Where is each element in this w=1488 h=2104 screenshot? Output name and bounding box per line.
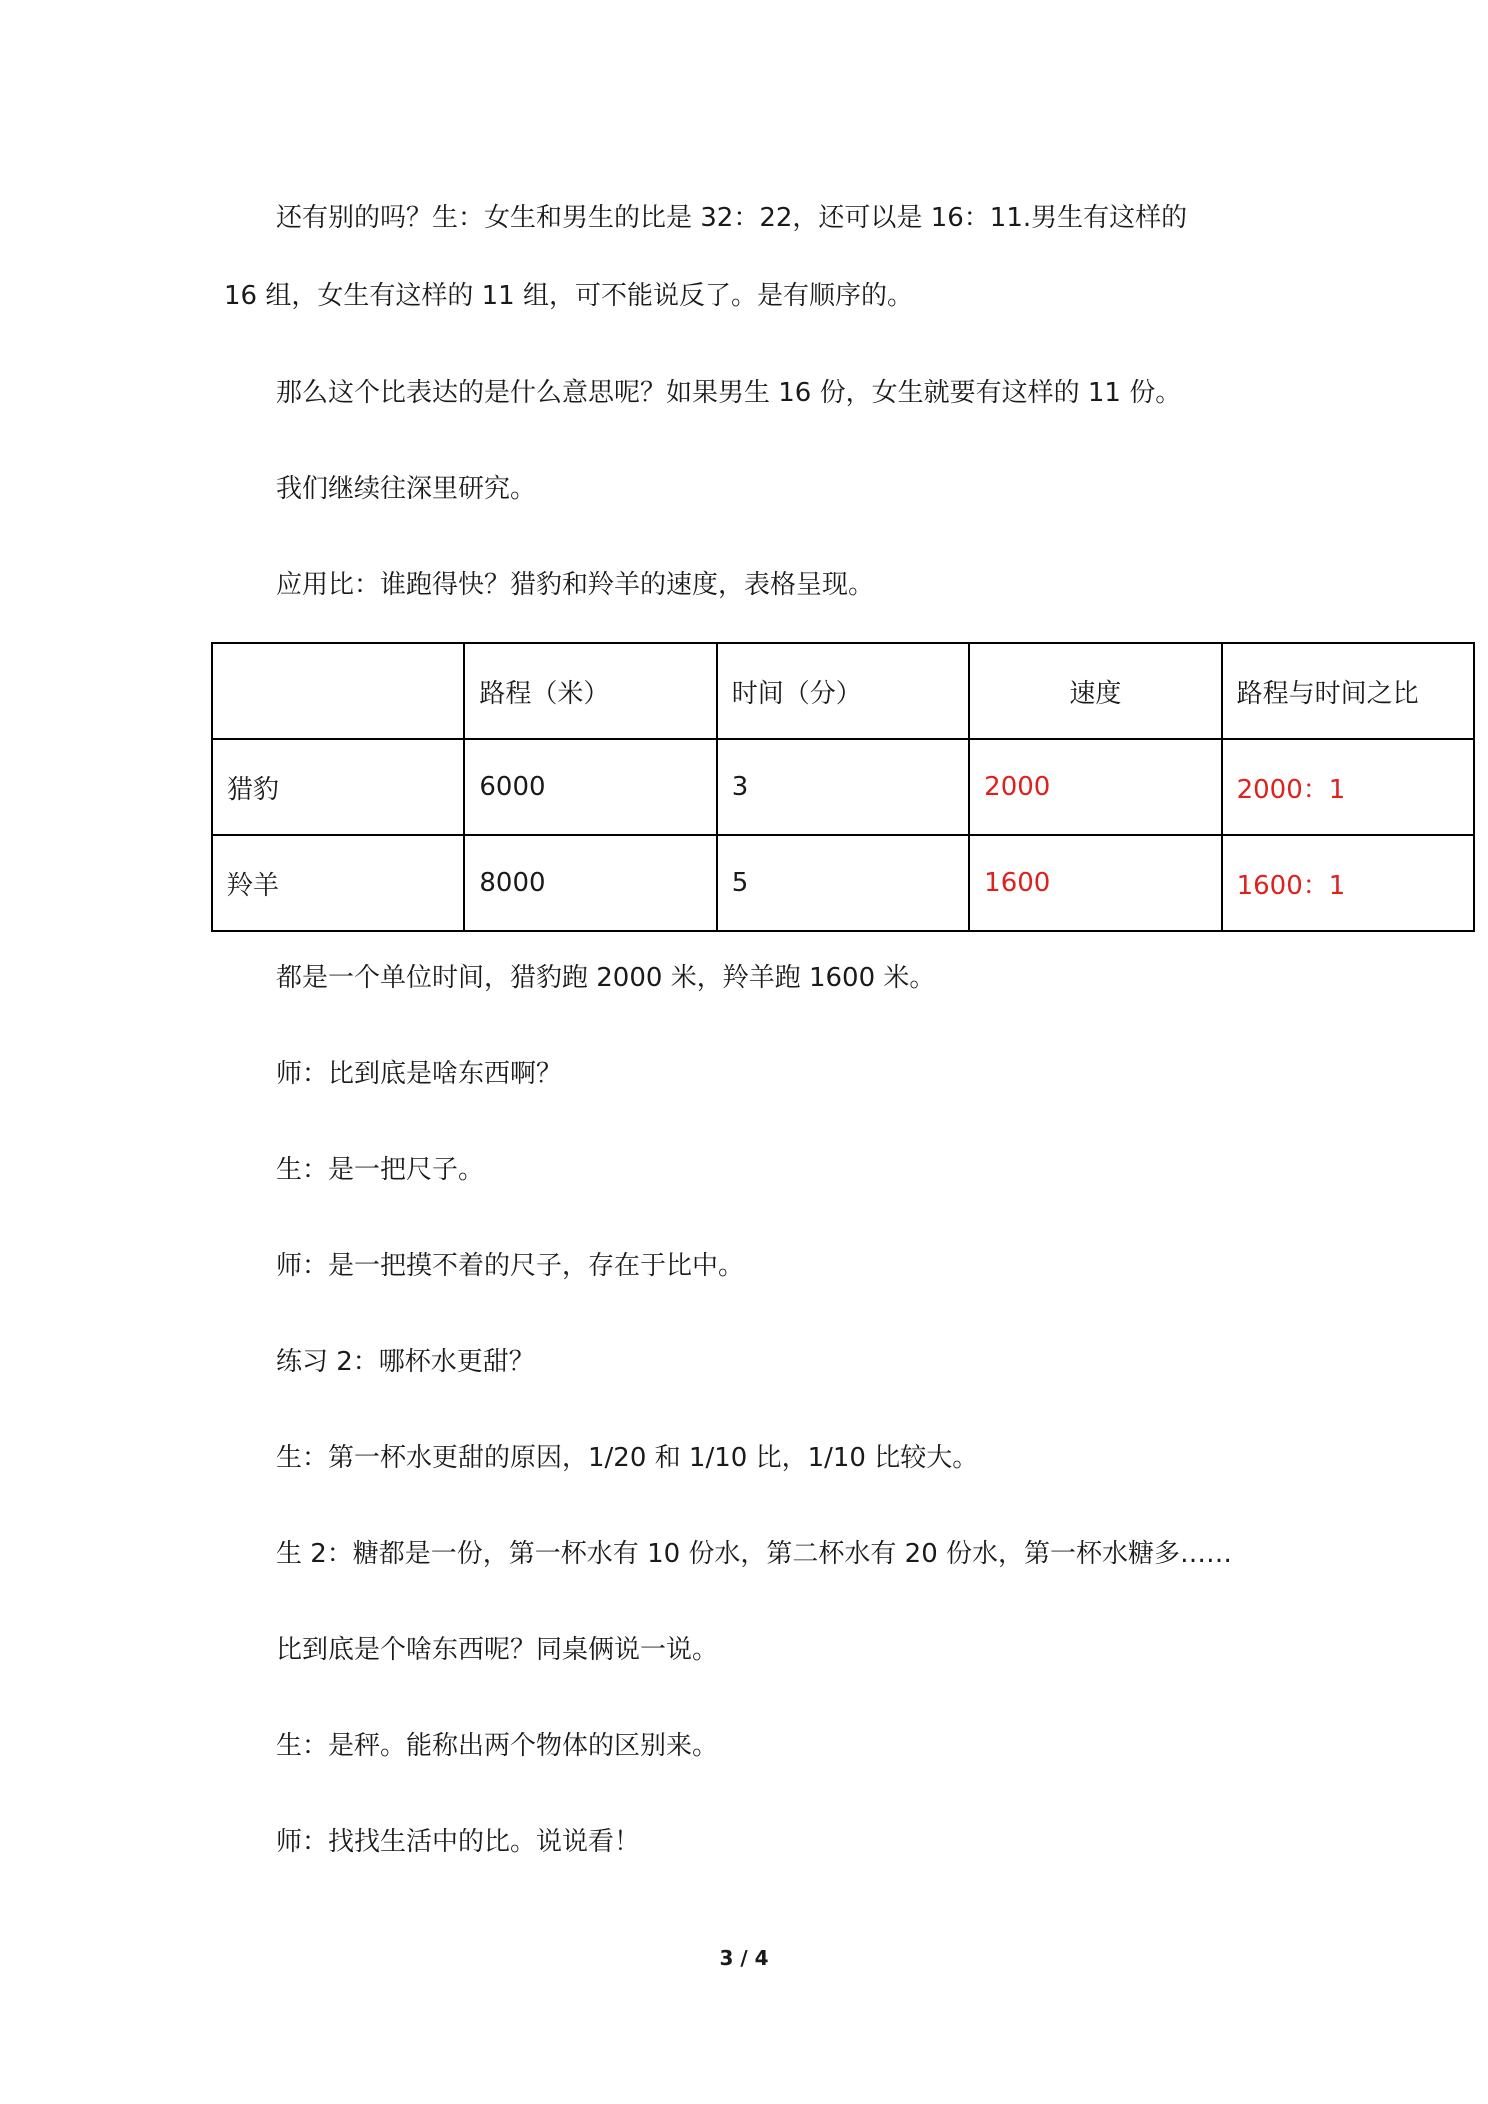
table-cell: 5 (717, 835, 969, 931)
paragraph-2: 那么这个比表达的是什么意思呢？如果男生 16 份，女生就要有这样的 11 份。 (276, 378, 1182, 408)
speed-table (211, 642, 1475, 932)
paragraph-8: 师：是一把摸不着的尺子，存在于比中。 (276, 1251, 745, 1281)
table-cell-highlight: 2000：1 (1222, 739, 1474, 835)
table-cell: 羚羊 (212, 835, 464, 931)
table-row (212, 835, 1474, 931)
paragraph-7: 生：是一把尺子。 (276, 1155, 485, 1185)
table-cell-highlight: 1600 (969, 835, 1221, 931)
table-cell-highlight: 2000 (969, 739, 1221, 835)
paragraph-11: 生 2：糖都是一份，第一杯水有 10 份水，第二杯水有 20 份水，第一杯水糖多…… (276, 1539, 1233, 1569)
table-header-cell: 路程与时间之比 (1222, 643, 1474, 739)
table-header-cell: 速度 (969, 643, 1221, 739)
table-cell: 3 (717, 739, 969, 835)
table-cell-highlight: 1600：1 (1222, 835, 1474, 931)
paragraph-12: 比到底是个啥东西呢？同桌俩说一说。 (276, 1635, 719, 1665)
table-header-row (212, 643, 1474, 739)
table-cell: 8000 (464, 835, 716, 931)
paragraph-13: 生：是秤。能称出两个物体的区别来。 (276, 1731, 719, 1761)
paragraph-3: 我们继续往深里研究。 (276, 474, 537, 504)
paragraph-9: 练习 2：哪杯水更甜？ (276, 1347, 535, 1377)
paragraph-10: 生：第一杯水更甜的原因，1/20 和 1/10 比，1/10 比较大。 (276, 1443, 979, 1473)
table-cell: 猎豹 (212, 739, 464, 835)
paragraph-6: 师：比到底是啥东西啊？ (276, 1059, 563, 1089)
table-cell: 6000 (464, 739, 716, 835)
page-number: 3 / 4 (719, 1946, 769, 1970)
table-header-cell: 时间（分） (717, 643, 969, 739)
paragraph-5: 都是一个单位时间，猎豹跑 2000 米，羚羊跑 1600 米。 (276, 963, 936, 993)
paragraph-1-continued: 16 组，女生有这样的 11 组，可不能说反了。是有顺序的。 (224, 281, 913, 311)
table-header-cell: 路程（米） (464, 643, 716, 739)
paragraph-4: 应用比：谁跑得快？猎豹和羚羊的速度，表格呈现。 (276, 570, 875, 600)
table-header-cell (212, 643, 464, 739)
table-row (212, 739, 1474, 835)
paragraph-14: 师：找找生活中的比。说说看！ (276, 1827, 641, 1857)
paragraph-1: 还有别的吗？生：女生和男生的比是 32：22，还可以是 16：11.男生有这样的 (276, 203, 1188, 233)
